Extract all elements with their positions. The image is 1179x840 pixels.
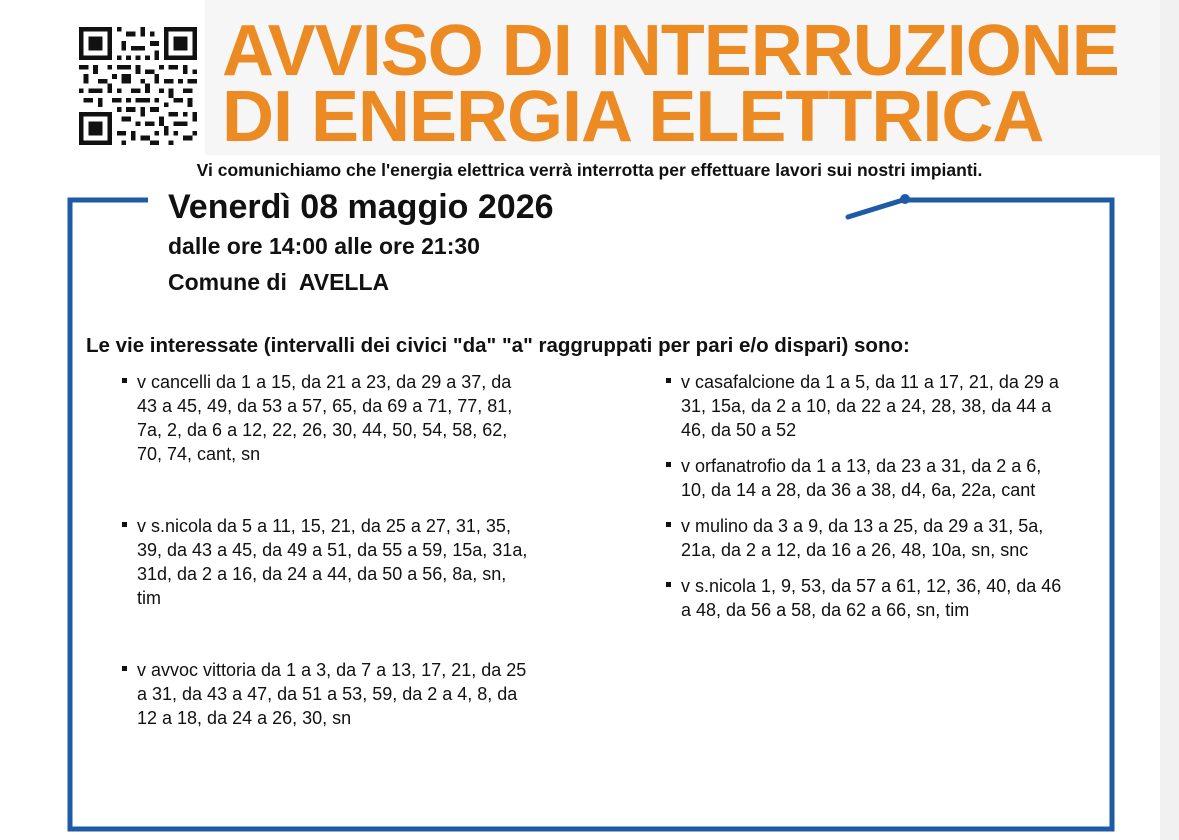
street-item: v orfanatrofio da 1 a 13, da 23 a 31, da 2 a 6, 10, da 14 a 28, da 36 a 38, d4, 6a, 22a, cant [666,454,1066,502]
street-item: v s.nicola 1, 9, 53, da 57 a 61, 12, 36, 40, da 46 a 48, da 56 a 58, da 62 a 66, sn, tim [666,574,1066,622]
frame-accent-line [848,200,903,217]
street-item: v s.nicola da 5 a 11, 15, 21, da 25 a 27, 31, 35, 39, da 43 a 45, da 49 a 51, da 55 a 59, 15a, 31a, 31d, da 2 a 16, da 24 a 44, da 50 a 56, 8a, sn, tim [122,514,532,610]
outage-comune [168,264,554,300]
outage-time-range: dalle ore 14:00 alle ore 21:30 [168,233,480,259]
frame-accent-dot [900,194,910,204]
comune-label: Comune di [168,269,287,295]
street-item: v casafalcione da 1 a 5, da 11 a 17, 21, da 29 a 31, 15a, da 2 a 10, da 22 a 24, 28, 38, da 44 a 46, da 50 a 52 [666,370,1066,442]
streets-list-right [666,370,1066,634]
outage-date: Venerdì 08 maggio 2026 [168,188,554,226]
title-line-1: AVVISO DI INTERRUZIONE [222,11,1119,91]
street-item: v avvoc vittoria da 1 a 3, da 7 a 13, 17, 21, da 25 a 31, da 43 a 47, da 51 a 53, 59, da 2 a 4, 8, da 12 a 18, da 24 a 26, 30, sn [122,658,532,730]
notice-details [168,186,554,300]
street-item: v cancelli da 1 a 15, da 21 a 23, da 29 a 37, da 43 a 45, 49, da 53 a 57, 65, da 69 a 71, 77, 81, 7a, 2, da 6 a 12, 22, 26, 30, 44, 50, 54, 58, 62, 70, 74, cant, sn [122,370,532,466]
street-item: v mulino da 3 a 9, da 13 a 25, da 29 a 31, 5a, 21a, da 2 a 12, da 16 a 26, 48, 10a, sn, snc [666,514,1066,562]
title-line-2: DI ENERGIA ELETTRICA [222,77,1044,157]
streets-list-left [122,370,532,778]
notice-subtitle: Vi comunichiamo che l'energia elettrica verrà interrotta per effettuare lavori sui nostri impianti. [196,160,983,180]
streets-heading: Le vie interessate (intervalli dei civici "da" "a" raggruppati per pari e/o dispari) sono: [86,334,910,357]
comune-name: AVELLA [298,269,390,295]
